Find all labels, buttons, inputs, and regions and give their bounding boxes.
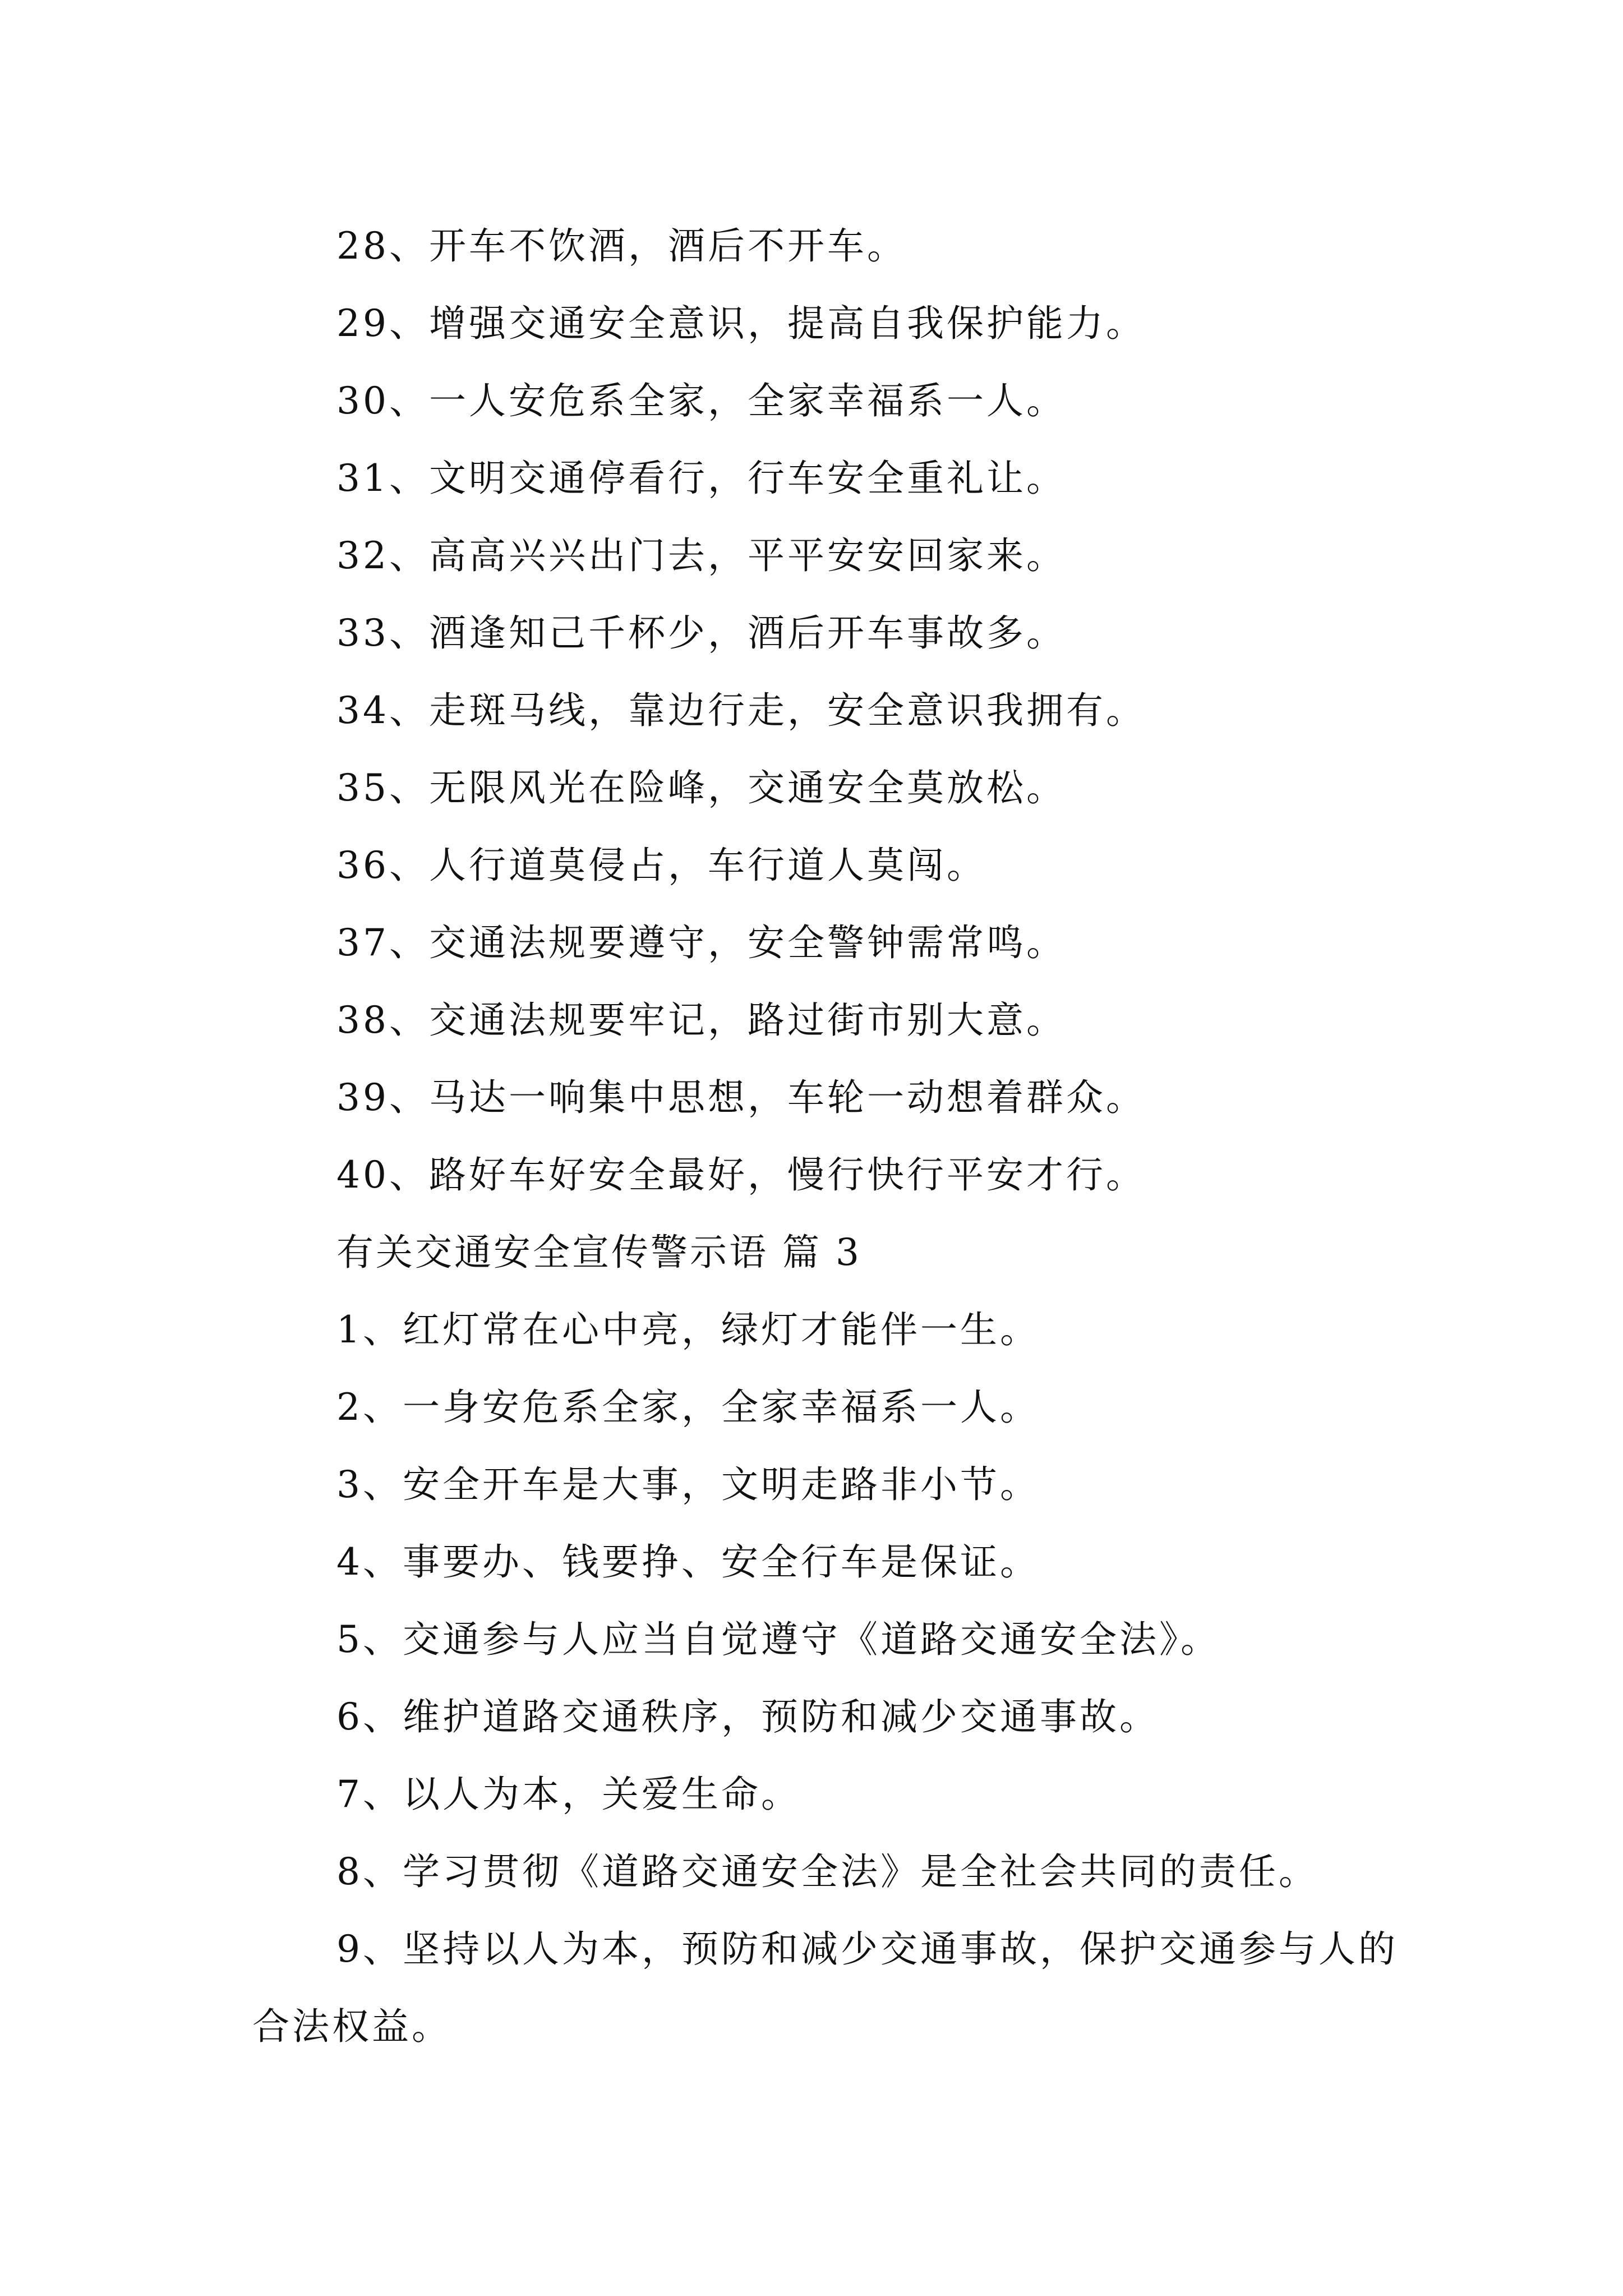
section-slogan-7: 7、以人为本，关爱生命。 xyxy=(336,1773,801,1816)
slogan-line-37: 37、交通法规要遵守，安全警钟需常鸣。 xyxy=(336,921,1066,964)
slogan-line-34: 34、走斑马线，靠边行走，安全意识我拥有。 xyxy=(336,689,1146,732)
section-slogan-1: 1、红灯常在心中亮，绿灯才能伴一生。 xyxy=(336,1308,1040,1351)
section-slogan-5: 5、交通参与人应当自觉遵守《道路交通安全法》。 xyxy=(336,1618,1220,1661)
slogan-line-33: 33、酒逢知己千杯少，酒后开车事故多。 xyxy=(336,611,1066,655)
slogan-line-28: 28、开车不饮酒，酒后不开车。 xyxy=(336,224,907,268)
section-slogan-4: 4、事要办、钱要挣、安全行车是保证。 xyxy=(336,1540,1040,1584)
slogan-line-30: 30、一人安危系全家，全家幸福系一人。 xyxy=(336,379,1066,422)
slogan-line-31: 31、文明交通停看行，行车安全重礼让。 xyxy=(336,457,1066,500)
slogan-line-29: 29、增强交通安全意识，提高自我保护能力。 xyxy=(336,302,1146,345)
slogan-line-39: 39、马达一响集中思想，车轮一动想着群众。 xyxy=(336,1076,1146,1119)
section-slogan-8: 8、学习贯彻《道路交通安全法》是全社会共同的责任。 xyxy=(336,1850,1318,1893)
section-heading: 有关交通安全宣传警示语 篇 3 xyxy=(336,1231,861,1274)
section-slogan-6: 6、维护道路交通秩序，预防和减少交通事故。 xyxy=(336,1695,1159,1738)
slogan-line-35: 35、无限风光在险峰，交通安全莫放松。 xyxy=(336,766,1066,809)
slogan-line-32: 32、高高兴兴出门去，平平安安回家来。 xyxy=(336,534,1066,577)
slogan-line-38: 38、交通法规要牢记，路过街市别大意。 xyxy=(336,999,1066,1042)
document-body xyxy=(252,208,1436,2065)
section-slogan-2: 2、一身安危系全家，全家幸福系一人。 xyxy=(336,1386,1040,1429)
slogan-line-36: 36、人行道莫侵占，车行道人莫闯。 xyxy=(336,844,986,887)
section-slogan-3: 3、安全开车是大事，文明走路非小节。 xyxy=(336,1463,1040,1506)
slogan-line-40: 40、路好车好安全最好，慢行快行平安才行。 xyxy=(336,1153,1146,1197)
section-slogan-9-paragraph: 9、坚持以人为本，预防和减少交通事故，保护交通参与人的合法权益。 xyxy=(252,1927,1398,2048)
